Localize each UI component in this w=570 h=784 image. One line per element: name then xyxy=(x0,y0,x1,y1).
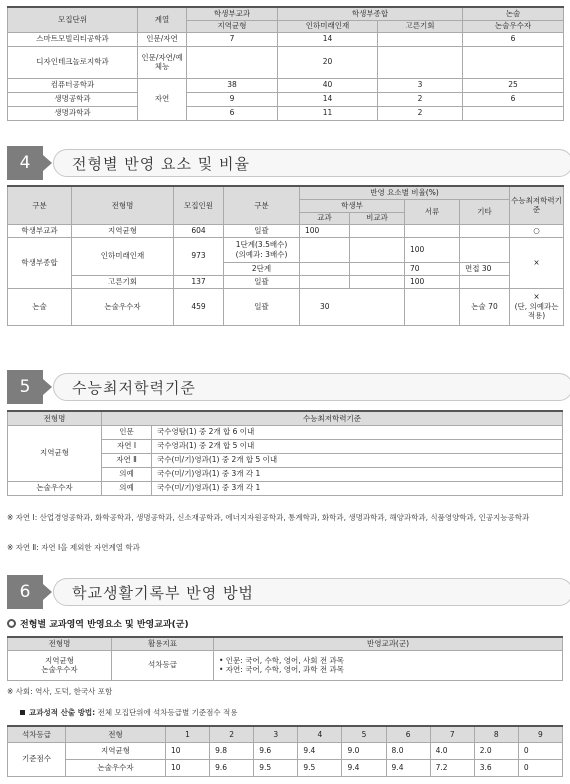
cell-csat: ○ xyxy=(510,224,564,237)
cell-max: 10 xyxy=(166,742,210,759)
cell-score: 9.4 xyxy=(342,759,386,776)
subj-line: • 자연: 국어, 수학, 영어, 과학 전 과목 xyxy=(219,665,344,674)
th-subj: 반영교과(군) xyxy=(214,637,563,650)
th-grade: 석차등급 xyxy=(8,726,66,742)
cell-std: 국수(미/기)영과(1) 중 2개 합 5 이내 xyxy=(152,453,563,467)
cell-etc2: 면접 30 xyxy=(460,262,510,275)
th-future: 인하미래인재 xyxy=(278,20,378,32)
cell-future: 14 xyxy=(278,32,378,46)
note-nature-2: ※ 자연 Ⅱ: 자연 Ⅰ을 제외한 자연계열 학과 xyxy=(7,543,140,552)
cell-essay xyxy=(463,46,564,78)
cell-idx: 석차등급 xyxy=(112,650,214,680)
cell-field: 인문/자연 xyxy=(138,32,187,46)
cell-doc2: 70 xyxy=(405,262,460,275)
th-type: 전형명 xyxy=(8,411,102,425)
th-quota: 모집인원 xyxy=(174,186,224,224)
section-title: 전형별 반영 요소 및 비율 xyxy=(53,149,570,177)
cell-score: 9.5 xyxy=(298,759,342,776)
cell-score: 0 xyxy=(518,759,562,776)
cell-unit: 스마트모빌리티공학과 xyxy=(8,32,138,46)
cell-subj: 30 xyxy=(300,288,405,325)
cell-essay: 25 xyxy=(463,78,564,92)
cell-type: 논술우수자 xyxy=(72,288,174,325)
cell-type: 지역균형 xyxy=(66,742,166,759)
cell-stage: 일괄 xyxy=(224,288,300,325)
cell-score: 9.8 xyxy=(210,742,254,759)
cell-unit: 생명공학과 xyxy=(8,92,138,106)
th-std: 수능최저학력기준 xyxy=(102,411,563,425)
cell-field: 인문/자연/예체능 xyxy=(138,46,187,78)
th-school: 학생부교과 xyxy=(187,7,278,20)
intro-bold: 교과성적 산출 방법: xyxy=(29,708,96,717)
cell-csat: × xyxy=(510,237,564,288)
cell-future: 14 xyxy=(278,92,378,106)
cell-score: 9.6 xyxy=(254,742,298,759)
recruit-table xyxy=(7,6,563,121)
cell-track: 인문 xyxy=(102,425,152,439)
cell-cat: 학생부종합 xyxy=(8,237,72,288)
cell-track: 의예 xyxy=(102,481,152,495)
th-type: 전형명 xyxy=(8,637,112,650)
cell-stage1: 1단계(3.5배수) (의예과: 3배수) xyxy=(224,237,300,262)
grade-intro xyxy=(20,707,238,718)
section-title: 수능최저학력기준 xyxy=(53,373,570,401)
section-number: 4 xyxy=(7,146,43,180)
cell-csat: × (단, 의예과는 적용) xyxy=(510,288,564,325)
th-g9: 9 xyxy=(518,726,562,742)
th-g7: 7 xyxy=(430,726,474,742)
cell-stage: 일괄 xyxy=(224,224,300,237)
cell-score: 9.5 xyxy=(254,759,298,776)
cell-unit: 디자인테크놀로지학과 xyxy=(8,46,138,78)
th-ratio: 반영 요소별 비율(%) xyxy=(300,186,510,199)
th-g8: 8 xyxy=(474,726,518,742)
cell-type: 논술우수자 xyxy=(66,759,166,776)
cell-quota: 459 xyxy=(174,288,224,325)
cell-equal xyxy=(378,46,463,78)
section-6-header xyxy=(7,575,563,609)
cell-type: 논술우수자 xyxy=(8,481,102,495)
ratio-table xyxy=(7,185,563,326)
cell-stage2: 2단계 xyxy=(224,262,300,275)
cell-cat: 학생부교과 xyxy=(8,224,72,237)
cell-std: 국수영탐(1) 중 2개 합 6 이내 xyxy=(152,425,563,439)
cell-track: 자연 Ⅰ xyxy=(102,439,152,453)
cell-score: 9.4 xyxy=(298,742,342,759)
cell-score: 9.4 xyxy=(386,759,430,776)
cell-equal: 2 xyxy=(378,92,463,106)
cell-type: 지역균형 논술우수자 xyxy=(8,650,112,680)
th-g1: 1 xyxy=(166,726,210,742)
th-g3: 3 xyxy=(254,726,298,742)
cell-future: 40 xyxy=(278,78,378,92)
th-unit: 모집단위 xyxy=(8,7,138,32)
cell-region: 38 xyxy=(187,78,278,92)
cell-quota: 604 xyxy=(174,224,224,237)
cell-cat: 논술 xyxy=(8,288,72,325)
cell-essay xyxy=(463,106,564,120)
cell-score: 3.6 xyxy=(474,759,518,776)
th-type: 전형명 xyxy=(72,186,174,224)
th-equal: 고른기회 xyxy=(378,20,463,32)
th-field: 계열 xyxy=(138,7,187,32)
cell-std: 국수(미/기)영과(1) 중 3개 각 1 xyxy=(152,481,563,495)
th-g4: 4 xyxy=(298,726,342,742)
cell-score: 0 xyxy=(518,742,562,759)
note-social: ※ 사회: 역사, 도덕, 한국사 포함 xyxy=(7,687,113,696)
cell-score: 9.0 xyxy=(342,742,386,759)
subject-table xyxy=(7,636,563,681)
cell-region: 6 xyxy=(187,106,278,120)
subject-subtitle xyxy=(7,617,189,630)
cell-quota: 137 xyxy=(174,275,224,288)
th-stage: 구분 xyxy=(224,186,300,224)
cell-type: 지역균형 xyxy=(8,425,102,481)
cell-essay: 6 xyxy=(463,32,564,46)
cell-type: 인하미래인재 xyxy=(72,237,174,275)
th-comp: 학생부종합 xyxy=(278,7,463,20)
th-type: 전형 xyxy=(66,726,166,742)
th-g2: 2 xyxy=(210,726,254,742)
th-csat: 수능최저학력기준 xyxy=(510,186,564,224)
cell-max: 10 xyxy=(166,759,210,776)
cell-unit: 생명과학과 xyxy=(8,106,138,120)
cell-score: 7.2 xyxy=(430,759,474,776)
cell-std: 국수영과(1) 중 2개 합 5 이내 xyxy=(152,439,563,453)
section-title: 학교생활기록부 반영 방법 xyxy=(53,578,570,606)
th-idx: 활용지표 xyxy=(112,637,214,650)
cell-field: 자연 xyxy=(138,78,187,120)
section-number: 5 xyxy=(7,370,43,404)
th-g6: 6 xyxy=(386,726,430,742)
cell-region xyxy=(187,46,278,78)
cell-doc: 100 xyxy=(405,275,460,288)
note-nature-1: ※ 자연 Ⅰ: 산업경영공학과, 화학공학과, 생명공학과, 신소재공학과, 에너지자원공학과, 통계학과, 화학과, 생명과학과, 해양과학과, 식품영양학과, 인공지능공학과 xyxy=(7,513,530,522)
cell-label: 기준점수 xyxy=(8,742,66,776)
cell-region: 7 xyxy=(187,32,278,46)
subtitle-text: 전형별 교과영역 반영요소 및 반영교과(군) xyxy=(20,620,189,630)
th-subj: 교과 xyxy=(300,212,350,224)
cell-score: 9.6 xyxy=(210,759,254,776)
cell-unit: 컴퓨터공학과 xyxy=(8,78,138,92)
th-g5: 5 xyxy=(342,726,386,742)
cell-track: 자연 Ⅱ xyxy=(102,453,152,467)
th-cat: 구분 xyxy=(8,186,72,224)
cell-quota: 973 xyxy=(174,237,224,275)
cell-score: 8.0 xyxy=(386,742,430,759)
cell-essay: 6 xyxy=(463,92,564,106)
cell-etc: 논술 70 xyxy=(460,288,510,325)
th-doc: 서류 xyxy=(405,199,460,224)
section-5-header xyxy=(7,370,563,404)
th-nonsubj: 비교과 xyxy=(350,212,405,224)
th-region: 지역균형 xyxy=(187,20,278,32)
cell-track: 의예 xyxy=(102,467,152,481)
cell-equal xyxy=(378,32,463,46)
cell-future: 11 xyxy=(278,106,378,120)
square-bullet-icon xyxy=(20,710,25,715)
section-4-header xyxy=(7,146,563,180)
cell-equal: 2 xyxy=(378,106,463,120)
subj-line: • 인문: 국어, 수학, 영어, 사회 전 과목 xyxy=(219,655,344,665)
cell-type: 지역균형 xyxy=(72,224,174,237)
cell-stage: 일괄 xyxy=(224,275,300,288)
intro-rest: 전체 모집단위에 석차등급별 기준점수 적용 xyxy=(97,708,238,717)
cell-type: 고른기회 xyxy=(72,275,174,288)
cell-score: 4.0 xyxy=(430,742,474,759)
th-essay: 논술 xyxy=(463,7,564,20)
grade-table xyxy=(7,725,563,777)
ring-bullet-icon xyxy=(7,619,16,628)
cell-region: 9 xyxy=(187,92,278,106)
section-number: 6 xyxy=(7,575,43,609)
cell-doc1: 100 xyxy=(405,237,460,262)
cell-equal: 3 xyxy=(378,78,463,92)
th-hs: 학생부 xyxy=(300,199,405,212)
cell-score: 2.0 xyxy=(474,742,518,759)
th-essay-top: 논술우수자 xyxy=(463,20,564,32)
th-etc: 기타 xyxy=(460,199,510,224)
csat-table xyxy=(7,410,563,496)
cell-std: 국수(미/기)영과(1) 중 3개 각 1 xyxy=(152,467,563,481)
cell-subj: 100 xyxy=(300,224,350,237)
cell-future: 20 xyxy=(278,46,378,78)
